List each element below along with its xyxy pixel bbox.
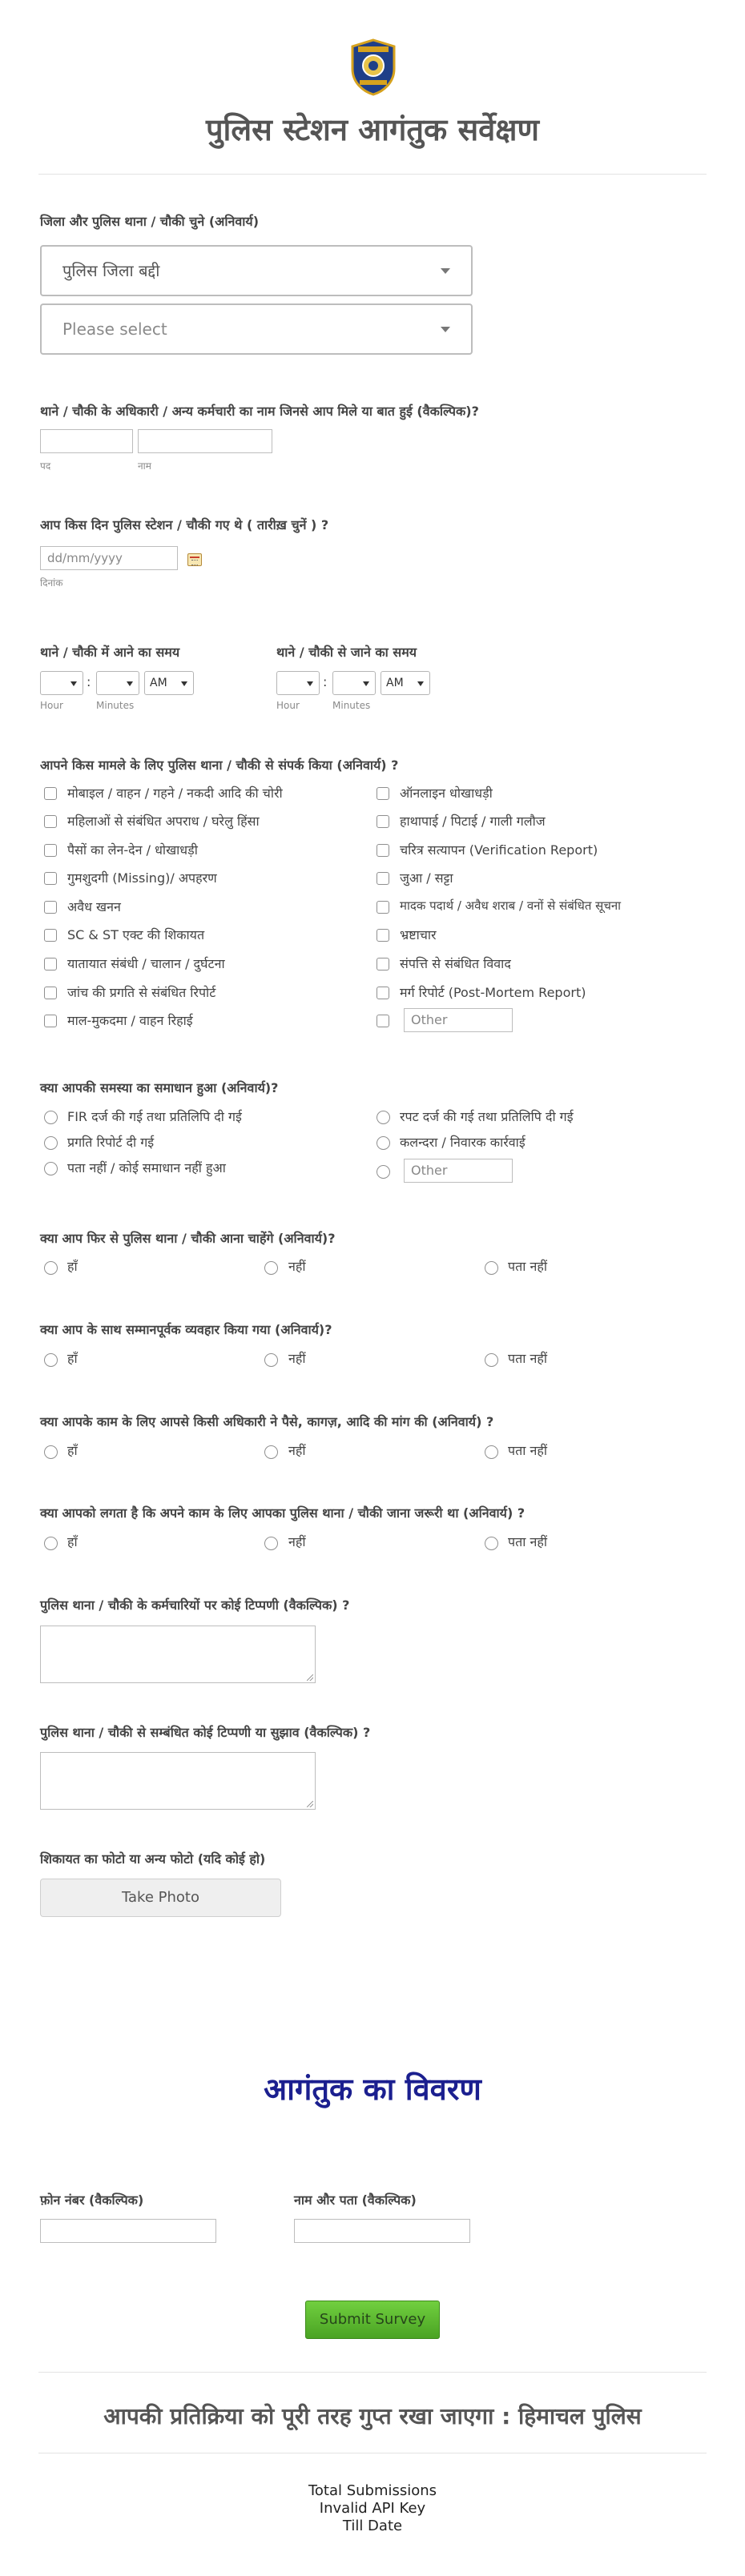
case-other-input[interactable] (404, 1008, 513, 1032)
departure-minute-select[interactable] (332, 671, 376, 695)
minutes-sublabel: Minutes (96, 700, 135, 711)
necessity-radio-unknown[interactable] (485, 1537, 498, 1550)
name-address-input[interactable] (294, 2219, 470, 2243)
case-option: मर्ग रिपोर्ट (Post-Mortem Report) (400, 985, 586, 1000)
suggestion-textarea[interactable] (40, 1752, 316, 1810)
option-unknown: पता नहीं (508, 1443, 547, 1458)
arrival-ampm-value: AM (150, 677, 167, 689)
officer-post-input[interactable] (40, 429, 133, 453)
case-checkbox[interactable] (377, 987, 389, 999)
station-select[interactable] (40, 303, 473, 355)
bribe-radio-yes[interactable] (44, 1445, 58, 1459)
case-option: जुआ / सट्टा (400, 870, 453, 886)
option-no: नहीं (288, 1534, 306, 1549)
case-checkbox[interactable] (44, 815, 57, 828)
take-photo-button[interactable]: Take Photo (40, 1879, 281, 1917)
respect-radio-unknown[interactable] (485, 1353, 498, 1367)
minutes-sublabel: Minutes (332, 700, 371, 711)
case-checkbox[interactable] (377, 872, 389, 885)
case-option: माल-मुकदमा / वाहन रिहाई (67, 1013, 193, 1028)
visit-again-radio-yes[interactable] (44, 1261, 58, 1275)
case-option: गुमशुदगी (Missing)/ अपहरण (67, 870, 217, 886)
visit-again-radio-no[interactable] (264, 1261, 278, 1275)
case-checkbox[interactable] (377, 929, 389, 942)
station-select-placeholder: Please select (62, 319, 167, 339)
chevron-down-icon (127, 681, 133, 686)
departure-ampm-value: AM (386, 677, 404, 689)
case-option: हाथापाई / पिटाई / गाली गलौज (400, 814, 546, 829)
case-checkbox[interactable] (44, 901, 57, 914)
option-unknown: पता नहीं (508, 1534, 547, 1549)
case-checkbox[interactable] (44, 787, 57, 800)
resolution-radio[interactable] (44, 1111, 58, 1124)
case-checkbox[interactable] (44, 844, 57, 857)
case-option: ऑनलाइन धोखाधड़ी (400, 786, 493, 801)
case-checkbox[interactable] (377, 815, 389, 828)
officer-name-input[interactable] (138, 429, 272, 453)
necessity-question-label: क्या आपको लगता है कि अपने काम के लिए आपका पुलिस थाना / चौकी जाना जरूरी था (अनिवार्य) ? (40, 1505, 526, 1521)
respect-question-label: क्या आप के साथ सम्मानपूर्वक व्यवहार किया गया (अनिवार्य)? (40, 1322, 332, 1337)
resolution-option: कलन्दरा / निवारक कार्रवाई (400, 1135, 526, 1150)
arrival-minute-select[interactable] (96, 671, 139, 695)
departure-hour-select[interactable] (276, 671, 320, 695)
hour-sublabel: Hour (40, 700, 63, 711)
case-checkbox[interactable] (377, 787, 389, 800)
hour-sublabel: Hour (276, 700, 300, 711)
arrival-hour-select[interactable] (40, 671, 83, 695)
confidentiality-note: आपकी प्रतिक्रिया को पूरी तरह गुप्त रखा जाएगा : हिमाचल पुलिस (103, 2403, 642, 2429)
case-option: मादक पदार्थ / अवैध शराब / वनों से संबंधित सूचना (400, 898, 622, 913)
date-sublabel: दिनांक (40, 577, 63, 589)
case-type-question-label: आपने किस मामले के लिए पुलिस थाना / चौकी से संपर्क किया (अनिवार्य) ? (40, 758, 399, 773)
resolution-other-placeholder: Other (411, 1163, 448, 1178)
case-option: महिलाओं से संबंधित अपराध / घरेलु हिंसा (67, 814, 260, 829)
case-option: अवैध खनन (67, 899, 121, 914)
resolution-radio[interactable] (44, 1136, 58, 1150)
staff-comment-textarea[interactable] (40, 1626, 316, 1683)
phone-input[interactable] (40, 2219, 216, 2243)
name-address-label: नाम और पता (वैकल्पिक) (294, 2192, 417, 2208)
calendar-icon[interactable] (187, 553, 202, 566)
divider (38, 2372, 707, 2373)
option-no: नहीं (288, 1351, 306, 1366)
bribe-question-label: क्या आपके काम के लिए आपसे किसी अधिकारी ने पैसे, कागज़, आदि की मांग की (अनिवार्य) ? (40, 1414, 494, 1429)
phone-label: फ़ोन नंबर (वैकल्पिक) (40, 2192, 144, 2208)
bribe-radio-unknown[interactable] (485, 1445, 498, 1459)
departure-time-label: थाने / चौकी से जाने का समय (276, 645, 417, 660)
visit-again-question-label: क्या आप फिर से पुलिस थाना / चौकी आना चाहेंगे (अनिवार्य)? (40, 1231, 336, 1246)
resolution-option: FIR दर्ज की गई तथा प्रतिलिपि दी गई (67, 1109, 242, 1124)
staff-comment-question-label: पुलिस थाना / चौकी के कर्मचारियों पर कोई टिप्पणी (वैकल्पिक) ? (40, 1597, 350, 1613)
case-other-placeholder: Other (411, 1012, 448, 1027)
resolution-radio[interactable] (44, 1162, 58, 1175)
case-checkbox[interactable] (44, 1015, 57, 1027)
case-option: यातायात संबंधी / चालान / दुर्घटना (67, 956, 225, 971)
case-option: संपत्ति से संबंधित विवाद (400, 956, 511, 971)
resolution-other-input[interactable] (404, 1159, 513, 1183)
case-checkbox[interactable] (377, 844, 389, 857)
name-sublabel: नाम (138, 460, 151, 472)
case-checkbox[interactable] (377, 901, 389, 914)
chevron-down-icon (417, 681, 424, 686)
necessity-radio-no[interactable] (264, 1537, 278, 1550)
district-question-label: जिला और पुलिस थाना / चौकी चुने (अनिवार्य) (40, 214, 260, 229)
district-select-value: पुलिस जिला बद्दी (62, 261, 160, 280)
resolution-option: प्रगति रिपोर्ट दी गई (67, 1135, 155, 1150)
police-badge-icon (350, 38, 397, 96)
post-sublabel: पद (40, 460, 51, 472)
resolution-option: पता नहीं / कोई समाधान नहीं हुआ (67, 1160, 226, 1175)
chevron-down-icon (307, 681, 313, 686)
date-input-placeholder: dd/mm/yyyy (47, 551, 123, 565)
respect-radio-yes[interactable] (44, 1353, 58, 1367)
chevron-down-icon (181, 681, 187, 686)
departure-ampm-select[interactable] (381, 671, 430, 695)
case-option: पैसों का लेन-देन / धोखाधड़ी (67, 842, 198, 858)
page-title: पुलिस स्टेशन आगंतुक सर्वेक्षण (205, 112, 540, 147)
case-checkbox-other[interactable] (377, 1015, 389, 1027)
resolution-radio[interactable] (377, 1111, 390, 1124)
option-yes: हाँ (67, 1259, 78, 1274)
option-no: नहीं (288, 1443, 306, 1458)
date-input[interactable] (40, 546, 178, 570)
option-unknown: पता नहीं (508, 1259, 547, 1274)
chevron-down-icon (363, 681, 369, 686)
chevron-down-icon (441, 268, 450, 274)
visit-date-question-label: आप किस दिन पुलिस स्टेशन / चौकी गए थे ( तारीख़ चुनें ) ? (40, 517, 329, 532)
case-option: मोबाइल / वाहन / गहने / नकदी आदि की चोरी (67, 786, 283, 801)
divider (38, 174, 707, 175)
arrival-time-label: थाने / चौकी में आने का समय (40, 645, 180, 660)
till-date-label: Till Date (342, 2518, 403, 2534)
option-yes: हाँ (67, 1443, 78, 1458)
resolution-radio[interactable] (377, 1136, 390, 1150)
district-select[interactable] (40, 245, 473, 296)
bribe-radio-no[interactable] (264, 1445, 278, 1459)
chevron-down-icon (70, 681, 77, 686)
officer-question-label: थाने / चौकी के अधिकारी / अन्य कर्मचारी का नाम जिनसे आप मिले या बात हुई (वैकल्पिक)? (40, 404, 479, 419)
option-yes: हाँ (67, 1534, 78, 1549)
respect-radio-no[interactable] (264, 1353, 278, 1367)
case-checkbox[interactable] (44, 929, 57, 942)
time-separator: : (87, 674, 91, 689)
case-option: चरित्र सत्यापन (Verification Report) (400, 842, 598, 858)
resolution-radio-other[interactable] (377, 1165, 390, 1179)
case-option: जांच की प्रगति से संबंधित रिपोर्ट (67, 985, 216, 1000)
total-submissions-label: Total Submissions (308, 2482, 437, 2499)
submit-survey-button[interactable]: Submit Survey (305, 2301, 440, 2339)
option-yes: हाँ (67, 1351, 78, 1366)
necessity-radio-yes[interactable] (44, 1537, 58, 1550)
option-no: नहीं (288, 1259, 306, 1274)
case-option: भ्रष्टाचार (400, 927, 437, 942)
suggestion-question-label: पुलिस थाना / चौकी से सम्बंधित कोई टिप्पणी या सुझाव (वैकल्पिक) ? (40, 1725, 371, 1740)
case-checkbox[interactable] (377, 958, 389, 971)
arrival-ampm-select[interactable] (144, 671, 194, 695)
visit-again-radio-unknown[interactable] (485, 1261, 498, 1275)
case-checkbox[interactable] (44, 872, 57, 885)
api-status-text: Invalid API Key (319, 2500, 426, 2517)
visitor-section-title: आगंतुक का विवरण (264, 2072, 481, 2107)
chevron-down-icon (441, 327, 450, 332)
resolution-option: रपट दर्ज की गई तथा प्रतिलिपि दी गई (400, 1109, 574, 1124)
resolution-question-label: क्या आपकी समस्या का समाधान हुआ (अनिवार्य)? (40, 1080, 279, 1095)
photo-question-label: शिकायत का फोटो या अन्य फोटो (यदि कोई हो) (40, 1851, 266, 1867)
case-option: SC & ST एक्ट की शिकायत (67, 927, 205, 942)
time-separator: : (323, 674, 328, 689)
case-checkbox[interactable] (44, 958, 57, 971)
option-unknown: पता नहीं (508, 1351, 547, 1366)
case-checkbox[interactable] (44, 987, 57, 999)
